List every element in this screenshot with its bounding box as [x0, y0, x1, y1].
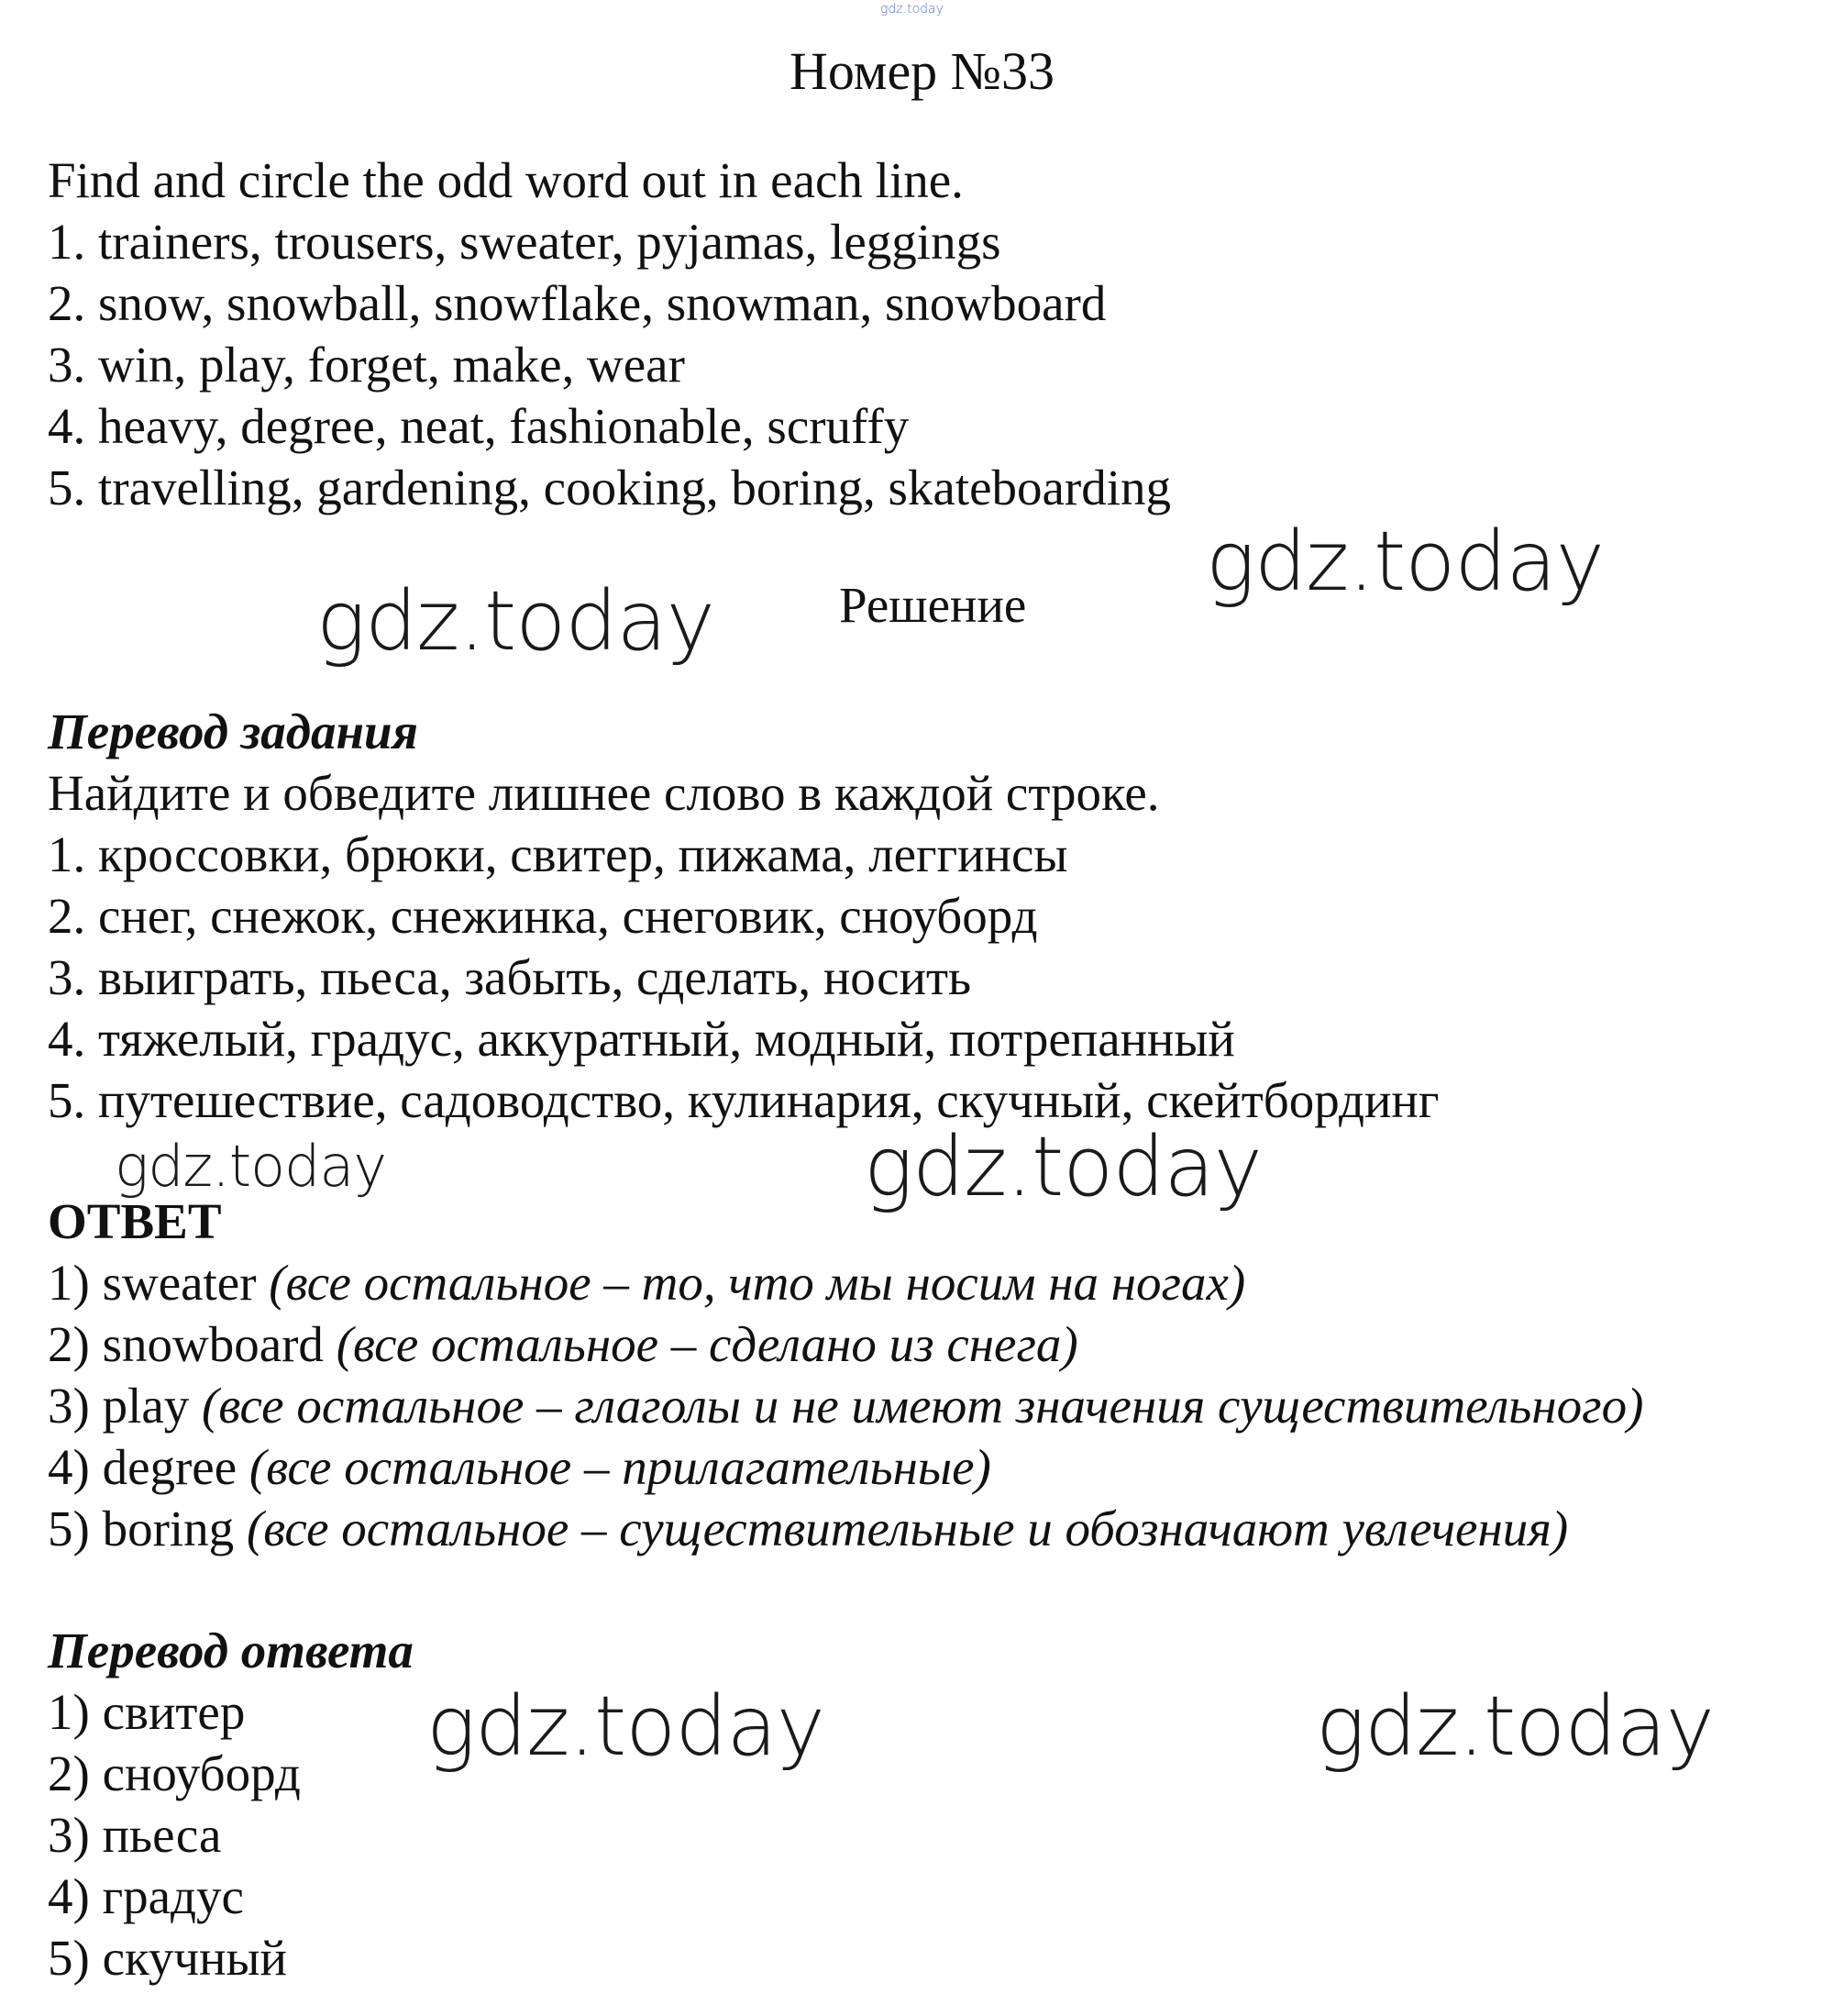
task-item: 1. trainers, trousers, sweater, pyjamas, leggings: [48, 214, 1001, 270]
task-translation-heading: Перевод задания: [48, 703, 418, 759]
answer-explanation: (все остальное – то, что мы носим на ногах): [269, 1255, 1246, 1311]
task-block: [48, 150, 1171, 518]
answer-translation-item: 1) свитер: [48, 1684, 246, 1740]
answer-explanation: (все остальное – глаголы и не имеют значения существительного): [202, 1378, 1644, 1434]
task-translation-item: 3. выиграть, пьеса, забыть, сделать, носить: [48, 949, 972, 1005]
task-item: 4. heavy, degree, neat, fashionable, scruffy: [48, 398, 910, 454]
answer-number: 5): [48, 1501, 90, 1556]
task-instruction: Find and circle the odd word out in each line.: [48, 152, 964, 208]
answer-item: [48, 1252, 1643, 1313]
answer-translation-heading: Перевод ответа: [48, 1623, 414, 1678]
answer-translation-item: 4) градус: [48, 1868, 244, 1924]
watermark-tiny: gdz.today: [880, 2, 944, 17]
answer-explanation: (все остальное – сделано из снега): [336, 1316, 1078, 1372]
answer-word: degree: [102, 1439, 237, 1495]
answer-explanation: (все остальное – прилагательные): [248, 1439, 991, 1495]
answer-translation-item: 2) сноуборд: [48, 1745, 301, 1801]
answer-heading: ОТВЕТ: [48, 1193, 222, 1249]
answer-number: 2): [48, 1316, 90, 1372]
watermark: gdz.today: [316, 573, 714, 670]
answer-number: 4): [48, 1439, 90, 1495]
answer-word: snowboard: [102, 1316, 324, 1372]
task-translation-item: 4. тяжелый, градус, аккуратный, модный, потрепанный: [48, 1011, 1235, 1067]
answer-word: play: [102, 1378, 190, 1434]
answer-translation-item: 3) пьеса: [48, 1807, 222, 1863]
answer-item: [48, 1498, 1643, 1559]
solution-label: Решение: [839, 577, 1027, 633]
task-translation-instruction: Найдите и обведите лишнее слово в каждой строке.: [48, 765, 1160, 821]
answer-block: [48, 1191, 1643, 1559]
watermark: gdz.today: [115, 1133, 387, 1200]
watermark: gdz.today: [426, 1678, 824, 1775]
answer-translation-item: 5) скучный: [48, 1930, 287, 1986]
answer-explanation: (все остальное – существительные и обозначают увлечения): [246, 1501, 1569, 1556]
task-translation-item: 5. путешествие, садоводство, кулинария, скучный, скейтбординг: [48, 1072, 1440, 1128]
task-item: 2. snow, snowball, snowflake, snowman, snowboard: [48, 275, 1107, 331]
task-translation-item: 2. снег, снежок, снежинка, снеговик, сноуборд: [48, 888, 1038, 944]
answer-number: 3): [48, 1378, 90, 1434]
answer-translation-block: [48, 1620, 414, 1988]
page-title: Номер №33: [789, 41, 1055, 101]
watermark: gdz.today: [1206, 514, 1604, 610]
answer-item: [48, 1436, 1643, 1498]
answer-number: 1): [48, 1255, 90, 1311]
answer-item: [48, 1313, 1643, 1375]
answer-word: boring: [102, 1501, 235, 1556]
watermark: gdz.today: [1316, 1678, 1714, 1775]
task-translation-item: 1. кроссовки, брюки, свитер, пижама, леггинсы: [48, 826, 1068, 882]
answer-item: [48, 1375, 1643, 1436]
task-translation-block: [48, 701, 1439, 1131]
task-item: 5. travelling, gardening, cooking, boring, skateboarding: [48, 460, 1171, 515]
answer-word: sweater: [102, 1255, 257, 1311]
task-item: 3. win, play, forget, make, wear: [48, 337, 685, 393]
watermark: gdz.today: [864, 1119, 1262, 1215]
